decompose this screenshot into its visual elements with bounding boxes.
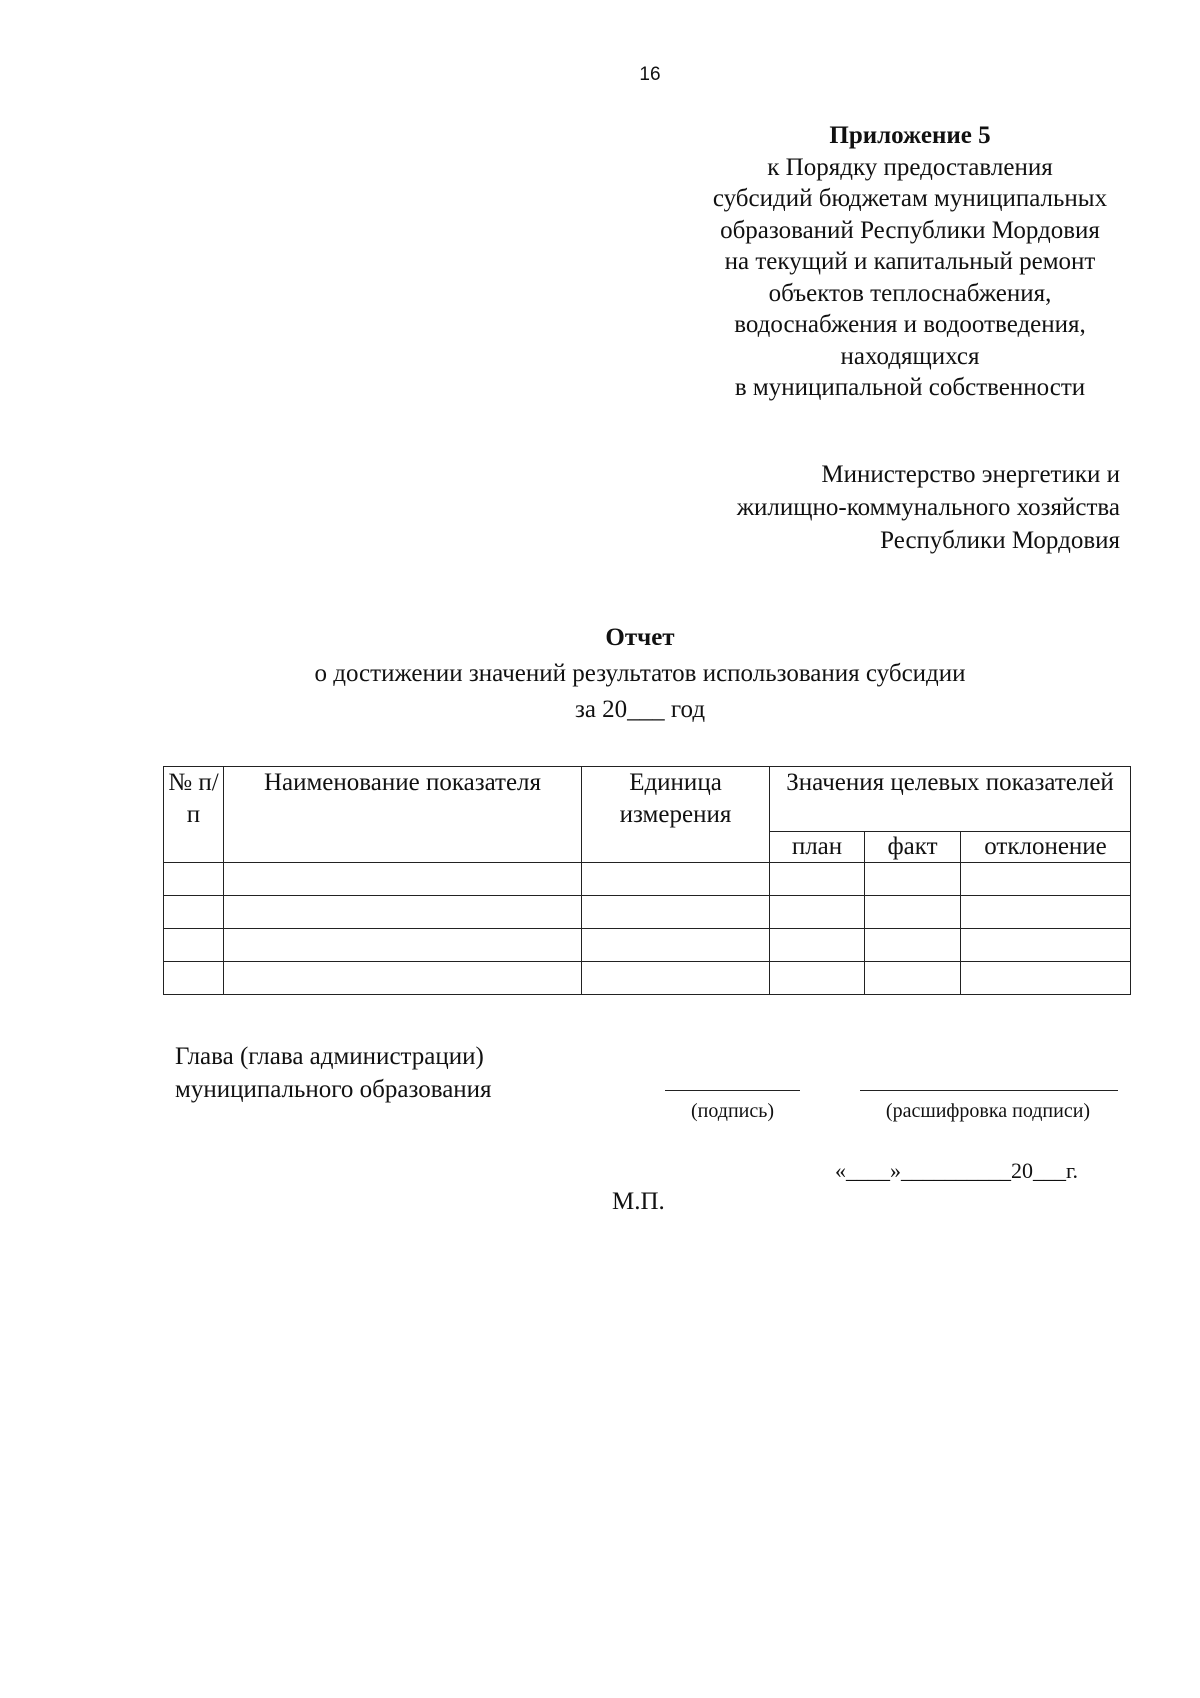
table-cell[interactable] bbox=[164, 929, 224, 962]
header-plan: план bbox=[770, 832, 865, 863]
table-cell[interactable] bbox=[164, 962, 224, 995]
header-indicator-name: Наименование показателя bbox=[224, 767, 582, 863]
signatory-entity: муниципального образования bbox=[175, 1076, 492, 1103]
appendix-line: объектов теплоснабжения, bbox=[768, 279, 1052, 307]
table-cell[interactable] bbox=[224, 929, 582, 962]
table-cell[interactable] bbox=[770, 929, 865, 962]
table-cell[interactable] bbox=[865, 929, 961, 962]
signature-decoding-line[interactable] bbox=[860, 1090, 1118, 1091]
report-title: Отчет bbox=[605, 624, 675, 651]
signature-decoding-caption: (расшифровка подписи) bbox=[885, 1100, 1091, 1122]
appendix-block bbox=[640, 120, 1180, 404]
table-row bbox=[164, 896, 1131, 929]
table-cell[interactable] bbox=[582, 896, 770, 929]
table-cell[interactable] bbox=[961, 863, 1131, 896]
report-heading bbox=[200, 620, 1080, 728]
appendix-line: к Порядку предоставления bbox=[767, 153, 1053, 181]
table-cell[interactable] bbox=[865, 863, 961, 896]
indicators-table bbox=[163, 766, 1131, 995]
header-number: № п/п bbox=[164, 767, 224, 863]
table-cell[interactable] bbox=[164, 896, 224, 929]
table-cell[interactable] bbox=[865, 896, 961, 929]
appendix-line: на текущий и капитальный ремонт bbox=[724, 248, 1096, 275]
table-cell[interactable] bbox=[582, 929, 770, 962]
appendix-line: субсидий бюджетам муниципальных bbox=[712, 185, 1108, 212]
header-deviation: отклонение bbox=[961, 832, 1131, 863]
header-unit: Единица измерения bbox=[582, 767, 770, 863]
signatory-block bbox=[175, 1040, 655, 1106]
table-cell[interactable] bbox=[582, 962, 770, 995]
appendix-title: Приложение 5 bbox=[829, 122, 991, 149]
addressee-line: Республики Мордовия bbox=[880, 527, 1120, 554]
table-cell[interactable] bbox=[961, 929, 1131, 962]
table-cell[interactable] bbox=[164, 863, 224, 896]
table-cell[interactable] bbox=[770, 896, 865, 929]
table-row bbox=[164, 863, 1131, 896]
appendix-line: водоснабжения и водоотведения, bbox=[734, 311, 1086, 338]
date-field[interactable]: «____»__________20___г. bbox=[835, 1158, 1079, 1183]
addressee-block bbox=[600, 458, 1120, 557]
table-cell[interactable] bbox=[224, 896, 582, 929]
table-cell[interactable] bbox=[224, 962, 582, 995]
table-row bbox=[164, 962, 1131, 995]
table-cell[interactable] bbox=[961, 896, 1131, 929]
signature-line[interactable] bbox=[665, 1090, 800, 1091]
appendix-line: образований Республики Мордовия bbox=[720, 216, 1100, 244]
addressee-line: Министерство энергетики и bbox=[821, 461, 1120, 488]
table-row bbox=[164, 929, 1131, 962]
appendix-line: в муниципальной собственности bbox=[734, 374, 1086, 401]
signatory-role: Глава (глава администрации) bbox=[175, 1043, 484, 1070]
table-cell[interactable] bbox=[865, 962, 961, 995]
table-cell[interactable] bbox=[770, 962, 865, 995]
appendix-line: находящихся bbox=[840, 342, 980, 370]
signature-caption: (подпись) bbox=[690, 1100, 775, 1122]
table-cell[interactable] bbox=[770, 863, 865, 896]
header-target-values: Значения целевых показателей bbox=[770, 767, 1131, 832]
report-subtitle: о достижении значений результатов использования субсидии bbox=[314, 660, 966, 687]
header-fact: факт bbox=[865, 832, 961, 863]
page-number: 16 bbox=[639, 64, 661, 85]
table-cell[interactable] bbox=[224, 863, 582, 896]
table-cell[interactable] bbox=[582, 863, 770, 896]
stamp-place: М.П. bbox=[612, 1188, 665, 1215]
addressee-line: жилищно-коммунального хозяйства bbox=[736, 494, 1120, 521]
table-header-row bbox=[164, 767, 1131, 832]
table-cell[interactable] bbox=[961, 962, 1131, 995]
report-period: за 20___ год bbox=[574, 696, 706, 723]
